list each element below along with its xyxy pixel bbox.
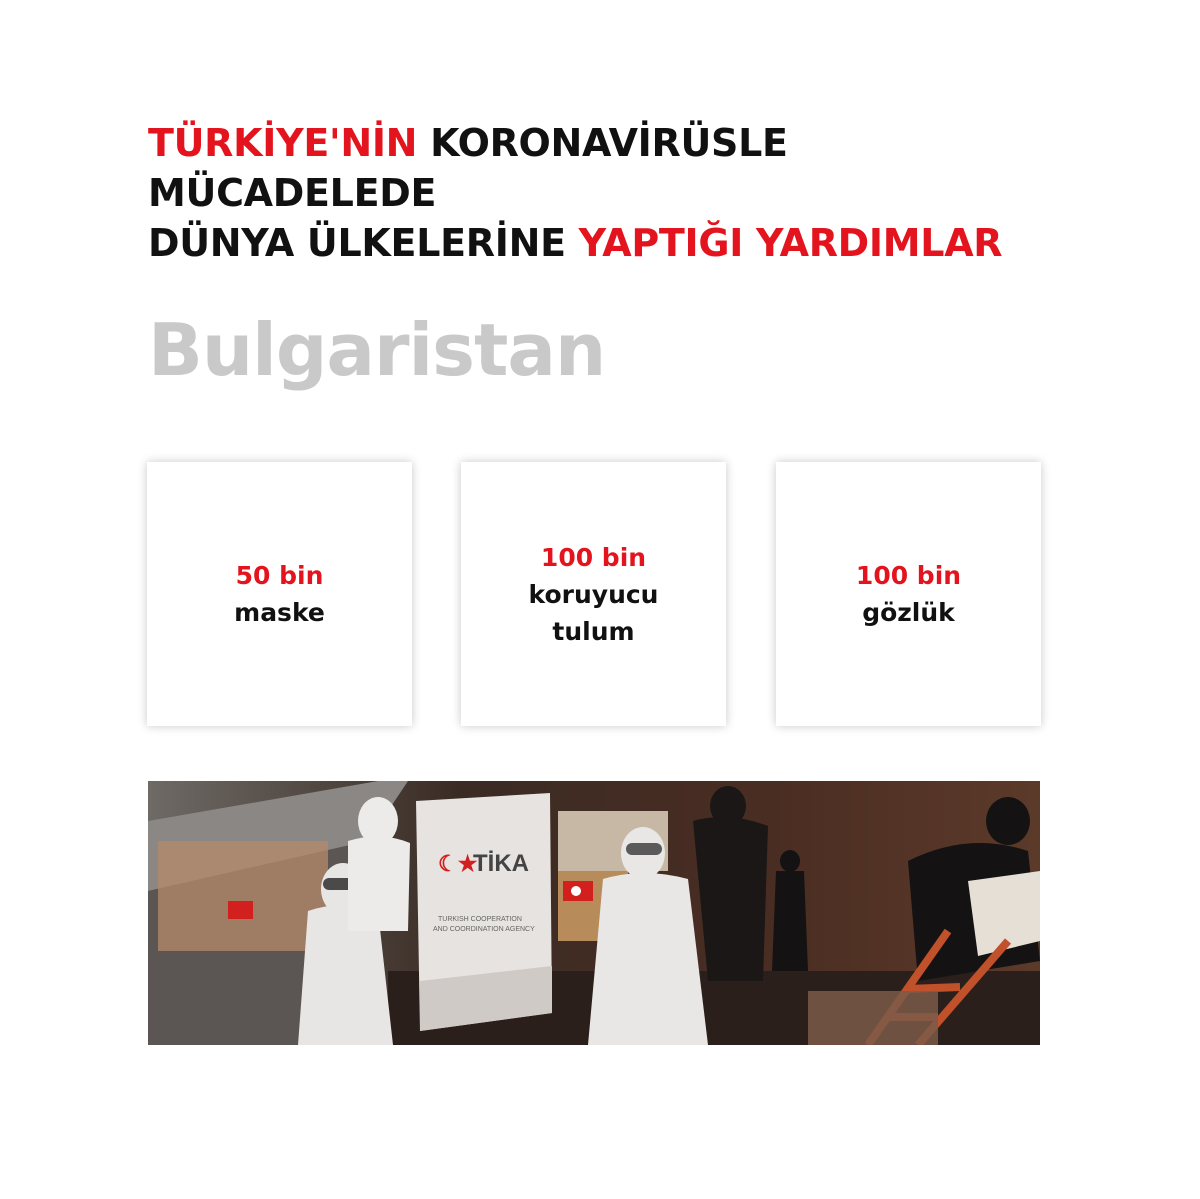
headline-text-1: KORONAVİRÜSLE MÜCADELEDE	[148, 121, 788, 215]
tika-banner	[416, 793, 552, 1031]
banner-subtext: AND COORDINATION AGENCY	[433, 926, 535, 933]
headline-text-2: DÜNYA ÜLKELERİNE	[148, 221, 566, 265]
aid-card-overalls	[461, 462, 726, 726]
aid-amount: 100 bin	[855, 561, 962, 590]
svg-text:☾★: ☾★	[438, 851, 478, 876]
banner-logo-text: TİKA	[473, 850, 529, 877]
aid-card-goggles	[776, 462, 1041, 726]
headline	[148, 118, 1068, 268]
photo-illustration	[148, 781, 1040, 1045]
cargo-sack	[808, 991, 938, 1045]
aid-item: koruyucu	[528, 579, 659, 609]
banner-subtext: TURKISH COOPERATION	[438, 916, 522, 923]
turkish-flag-box	[228, 901, 253, 919]
cargo-boxes	[158, 841, 328, 951]
aid-amount: 50 bin	[235, 561, 324, 590]
aid-amount: 100 bin	[540, 542, 647, 572]
aid-item: maske	[234, 598, 325, 627]
aid-item-line2: tulum	[552, 616, 635, 646]
country-name: Bulgaristan	[148, 308, 606, 392]
aid-item: gözlük	[862, 598, 955, 627]
headline-accent-2: YAPTIĞI YARDIMLAR	[578, 221, 1003, 265]
aid-card-masks	[147, 462, 412, 726]
headline-accent-1: TÜRKİYE'NİN	[148, 121, 418, 165]
aid-delivery-photo	[148, 781, 1040, 1045]
